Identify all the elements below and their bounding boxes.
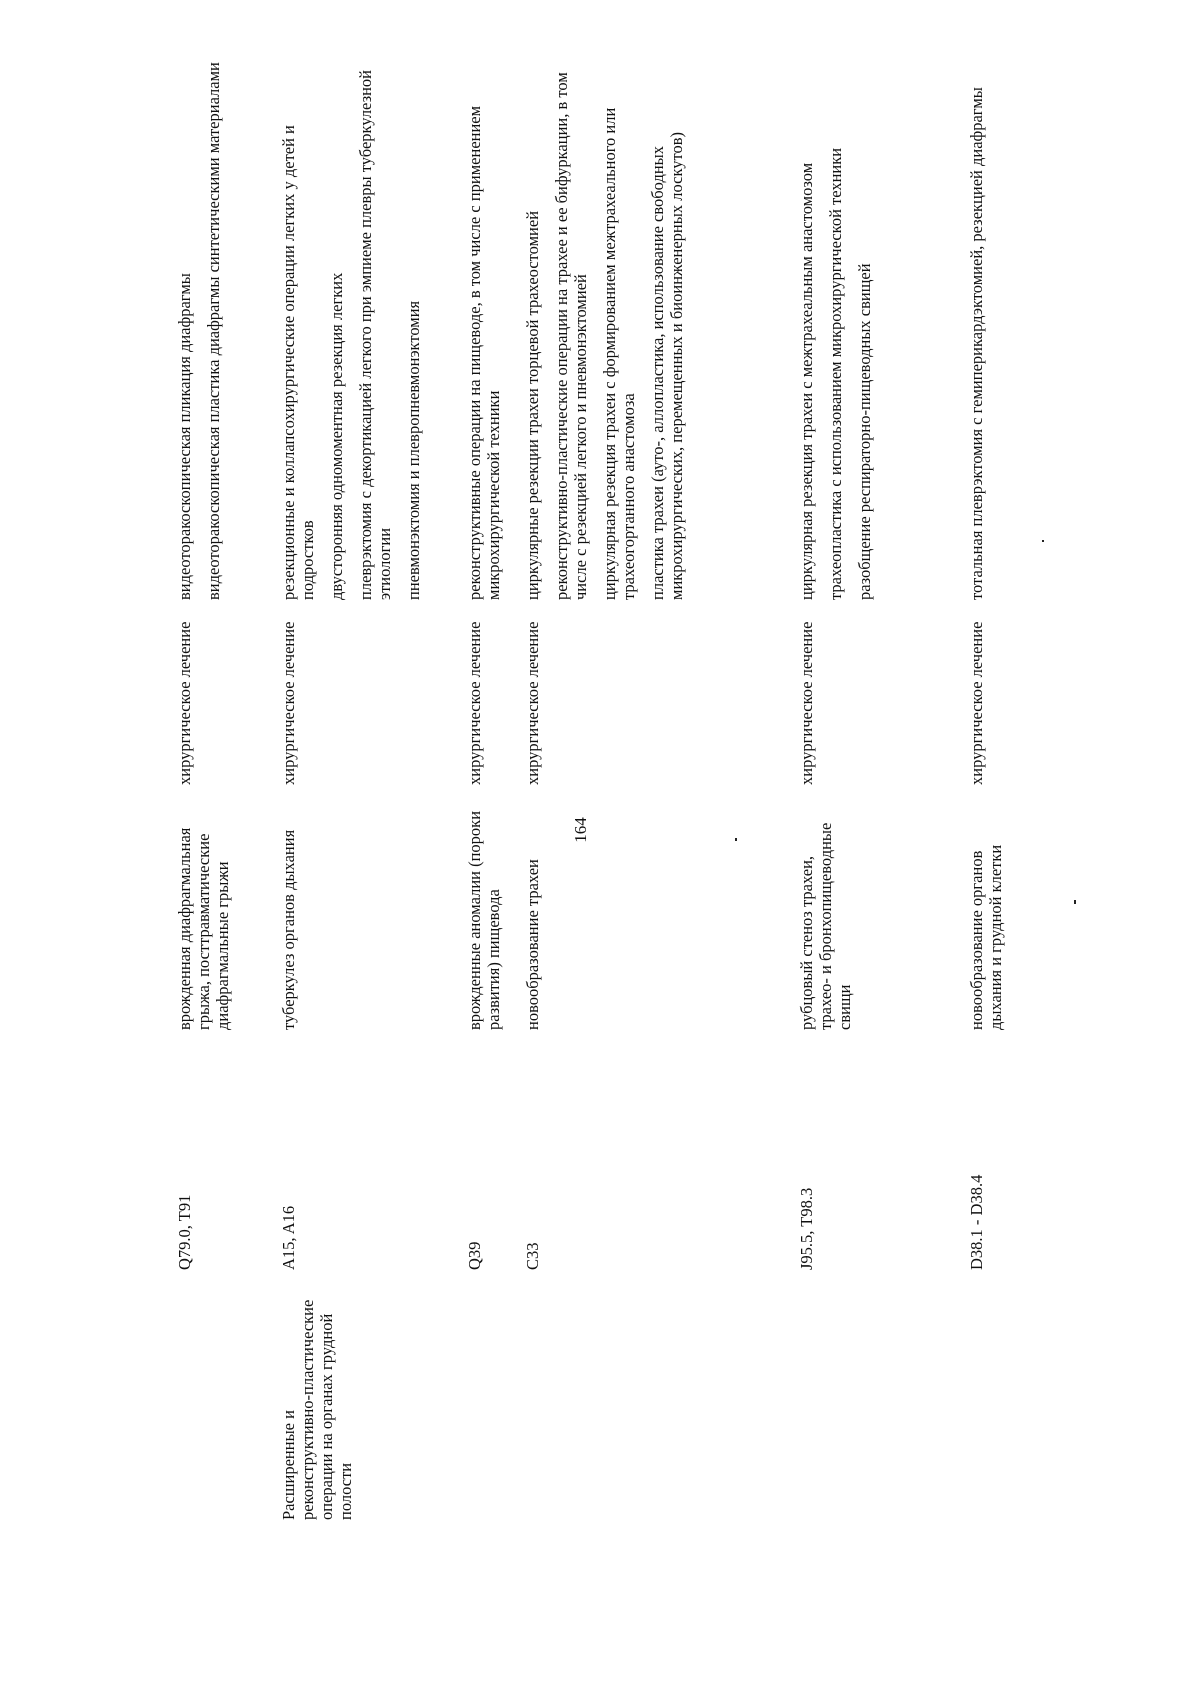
codes-cell: Q79.0, T91 — [175, 1194, 194, 1270]
codes-cell: D38.1 - D38.4 — [967, 1174, 986, 1270]
methods-cell — [967, 60, 996, 600]
methods-cell — [523, 60, 696, 600]
treatment-cell: хирургическое лечение — [967, 621, 986, 785]
codes-cell: A15, A16 — [279, 1205, 298, 1270]
method-item: разобщение респираторно-пищеводных свищей — [855, 263, 874, 600]
diagnosis-cell: туберкулез органов дыхания — [279, 829, 298, 1030]
methods-cell — [279, 60, 433, 600]
diagnosis-cell: новообразование органов дыхания и грудной клетки — [967, 844, 1005, 1030]
method-item: циркулярная резекция трахеи с межтрахеальным анастомозом — [797, 162, 816, 600]
method-item: циркулярные резекции трахеи торцевой трахеостомией — [523, 210, 542, 600]
method-item: циркулярная резекция трахеи с формированием межтрахеального или трахеогортанного анастомоза — [600, 107, 638, 600]
treatment-cell: хирургическое лечение — [175, 621, 194, 785]
methods-cell — [175, 60, 233, 600]
rotated-table — [175, 60, 1055, 1520]
method-item: реконструктивно-пластические операции на трахее и ее бифуркации, в том числе с резекцией легкого и пневмонэктомией — [552, 72, 590, 600]
codes-cell: C33 — [523, 1242, 542, 1270]
diagnosis-cell: рубцовый стеноз трахеи, трахео- и бронхопищеводные свищи — [797, 822, 854, 1030]
section-cell: Расширенные и реконструктивно-пластические операции на органах грудной полости — [279, 1299, 355, 1520]
method-item: двусторонняя одномоментная резекция легких — [327, 272, 346, 600]
scan-speck — [1074, 900, 1076, 904]
codes-cell: Q39 — [465, 1241, 484, 1270]
treatment-cell: хирургическое лечение — [465, 621, 484, 785]
scan-speck — [1042, 540, 1044, 542]
methods-cell — [465, 60, 513, 600]
method-item: трахеопластика с использованием микрохирургической техники — [826, 147, 845, 600]
diagnosis-cell: врожденные аномалии (пороки развития) пищевода — [465, 810, 503, 1030]
treatment-cell: хирургическое лечение — [279, 621, 298, 785]
treatment-cell: хирургическое лечение — [797, 621, 816, 785]
codes-cell: J95.5, T98.3 — [797, 1187, 816, 1270]
method-item: плеврэктомия с декортикацией легкого при эмпиеме плевры туберкулезной этиологии — [356, 69, 394, 600]
diagnosis-cell: новообразование трахеи — [523, 859, 542, 1030]
page-number: 164 — [570, 817, 590, 843]
method-item: тотальная плеврэктомия с гемиперикардэктомией, резекцией диафрагмы — [967, 87, 986, 600]
method-item: пневмонэктомия и плевропневмонэктомия — [404, 300, 423, 600]
method-item: видеоторакоскопическая пликация диафрагмы — [175, 273, 194, 600]
method-item: резекционные и коллапсохирургические операции легких у детей и подростков — [279, 125, 317, 600]
method-item: реконструктивные операции на пищеводе, в том числе с применением микрохирургической техники — [465, 105, 503, 600]
method-item: пластика трахеи (ауто-, аллопластика, использование свободных микрохирургических, перемещенных и биоинженерных лоскутов) — [648, 131, 686, 600]
treatment-cell: хирургическое лечение — [523, 621, 542, 785]
diagnosis-cell: врожденная диафрагмальная грыжа, посттравматические диафрагмальные грыжи — [175, 827, 232, 1030]
methods-cell — [797, 60, 884, 600]
scan-speck — [735, 838, 737, 841]
method-item: видеоторакоскопическая пластика диафрагмы синтетическими материалами — [204, 62, 223, 600]
